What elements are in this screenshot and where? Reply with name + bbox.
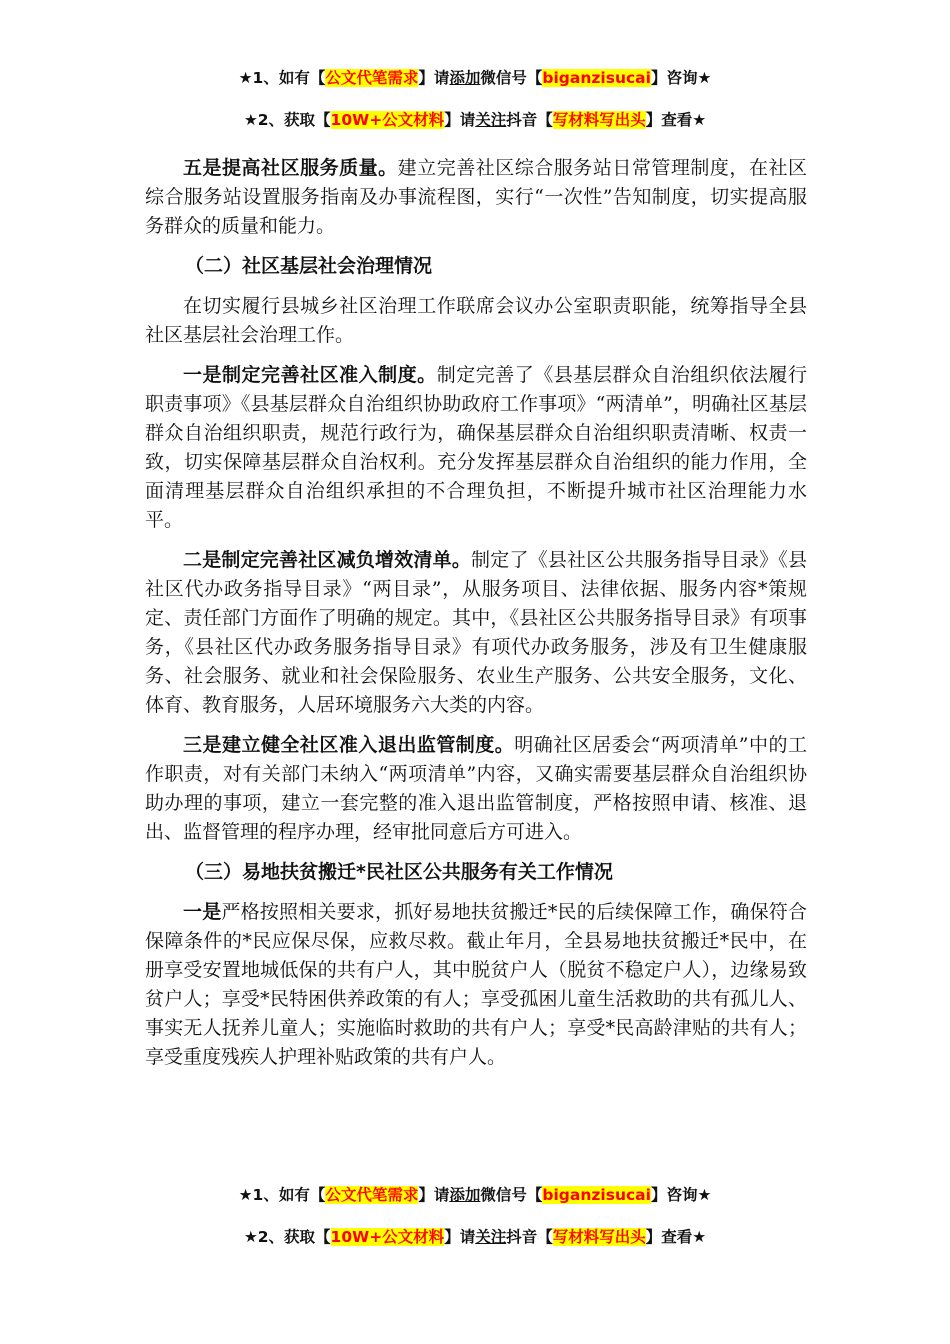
promo-highlight: 公文代笔需求 xyxy=(325,69,419,87)
paragraph-lead: 一是 xyxy=(183,901,222,923)
promo-text: 抖音【 xyxy=(506,1228,553,1246)
promo-underline: 添加 xyxy=(449,69,481,87)
promo-highlight: 10W+公文材料 xyxy=(330,1228,445,1246)
paragraph-lead: 二是制定完善社区减负增效清单。 xyxy=(183,549,472,571)
promo-suffix: 】查看★ xyxy=(645,1228,707,1246)
promo-text: 】请 xyxy=(444,111,476,129)
promo-text: 抖音【 xyxy=(506,111,553,129)
promo-suffix: 】咨询★ xyxy=(650,1186,712,1204)
promo-line-1-top xyxy=(0,66,950,90)
paragraph-lead: 三是建立健全社区准入退出监管制度。 xyxy=(183,734,515,756)
paragraph-text: 严格按照相关要求，抓好易地扶贫搬迁*民的后续保障工作，确保符合保障条件的*民应保尽保，应救尽救。截止年月，全县易地扶贫搬迁*民中，在册享受安置地城低保的共有户人，其中脱贫户人（脱贫不稳定户人），边缘易致贫户人；享受*民特困供养政策的有人；享受孤困儿童生活救助的共有孤儿人、事实无人抚养儿童人；实施临时救助的共有户人；享受*民高龄津贴的共有人；享受重度残疾人护理补贴政策的共有户人。 xyxy=(145,901,807,1068)
paragraph-access-system xyxy=(145,361,807,535)
paragraph-text: 在切实履行县城乡社区治理工作联席会议办公室职责职能，统筹指导全县社区基层社会治理工作。 xyxy=(145,295,807,346)
paragraph-lead: 一是制定完善社区准入制度。 xyxy=(183,364,437,386)
promo-douyin-id: 写材料写出头 xyxy=(552,1228,646,1246)
promo-wechat-id: biganzisucai xyxy=(542,69,651,87)
paragraph-text: 建立完善社区综合服务站日常管理制度，在社区综合服务站设置服务指南及办事流程图，实行“一次性”告知制度，切实提高服务群众的质量和能力。 xyxy=(145,157,807,237)
paragraph-service-quality xyxy=(145,154,807,241)
promo-highlight: 公文代笔需求 xyxy=(325,1186,419,1204)
paragraph-burden-list xyxy=(145,546,807,720)
paragraph-intro xyxy=(145,292,807,350)
promo-prefix: ★2、获取【 xyxy=(243,111,331,129)
promo-suffix: 】查看★ xyxy=(645,111,707,129)
promo-prefix: ★2、获取【 xyxy=(243,1228,331,1246)
promo-underline: 关注 xyxy=(475,111,507,129)
promo-highlight: 10W+公文材料 xyxy=(330,111,445,129)
paragraph-text: 制定了《县社区公共服务指导目录》《县社区代办政务指导目录》“两目录”，从服务项目、法律依据、服务内容*策规定、责任部门方面作了明确的规定。其中，《县社区公共服务指导目录》有项事务，《县社区代办政务服务指导目录》有项代办政务服务，涉及有卫生健康服务、社会服务、就业和社会保险服务、农业生产服务、公共安全服务，文化、体育、教育服务，人居环境服务六大类的内容。 xyxy=(145,549,807,716)
promo-text: 】请 xyxy=(418,69,450,87)
paragraph-lead: 五是提高社区服务质量。 xyxy=(183,157,398,179)
paragraph-text: 制定完善了《县基层群众自治组织依法履行职责事项》《县基层群众自治组织协助政府工作事项》“两清单”，明确社区基层群众自治组织职责，规范行政行为，确保基层群众自治组织职责清晰、权责一致，切实保障基层群众自治权利。充分发挥基层群众自治组织的能力作用，全面清理基层群众自治组织承担的不合理负担，不断提升城市社区治理能力水平。 xyxy=(145,364,807,531)
document-body xyxy=(145,154,807,1083)
promo-douyin-id: 写材料写出头 xyxy=(552,111,646,129)
paragraph-text: 明确社区居委会“两项清单”中的工作职责，对有关部门未纳入“两项清单”内容，又确实需要基层群众自治组织协助办理的事项，建立一套完整的准入退出监管制度，严格按照申请、核准、退出、监督管理的程序办理，经审批同意后方可进入。 xyxy=(145,734,807,843)
promo-suffix: 】咨询★ xyxy=(650,69,712,87)
promo-text: 微信号【 xyxy=(480,69,543,87)
section-heading-3: （三）易地扶贫搬迁*民社区公共服务有关工作情况 xyxy=(185,861,613,883)
promo-line-1-bottom xyxy=(0,1183,950,1207)
promo-wechat-id: biganzisucai xyxy=(542,1186,651,1204)
promo-underline: 添加 xyxy=(449,1186,481,1204)
promo-text: 微信号【 xyxy=(480,1186,543,1204)
section-heading-2: （二）社区基层社会治理情况 xyxy=(185,255,433,277)
promo-prefix: ★1、如有【 xyxy=(238,1186,326,1204)
promo-prefix: ★1、如有【 xyxy=(238,69,326,87)
paragraph-exit-supervision xyxy=(145,731,807,847)
promo-text: 】请 xyxy=(444,1228,476,1246)
promo-line-2-top xyxy=(0,108,950,132)
promo-line-2-bottom xyxy=(0,1225,950,1249)
paragraph-relocation xyxy=(145,898,807,1072)
promo-text: 】请 xyxy=(418,1186,450,1204)
promo-underline: 关注 xyxy=(475,1228,507,1246)
